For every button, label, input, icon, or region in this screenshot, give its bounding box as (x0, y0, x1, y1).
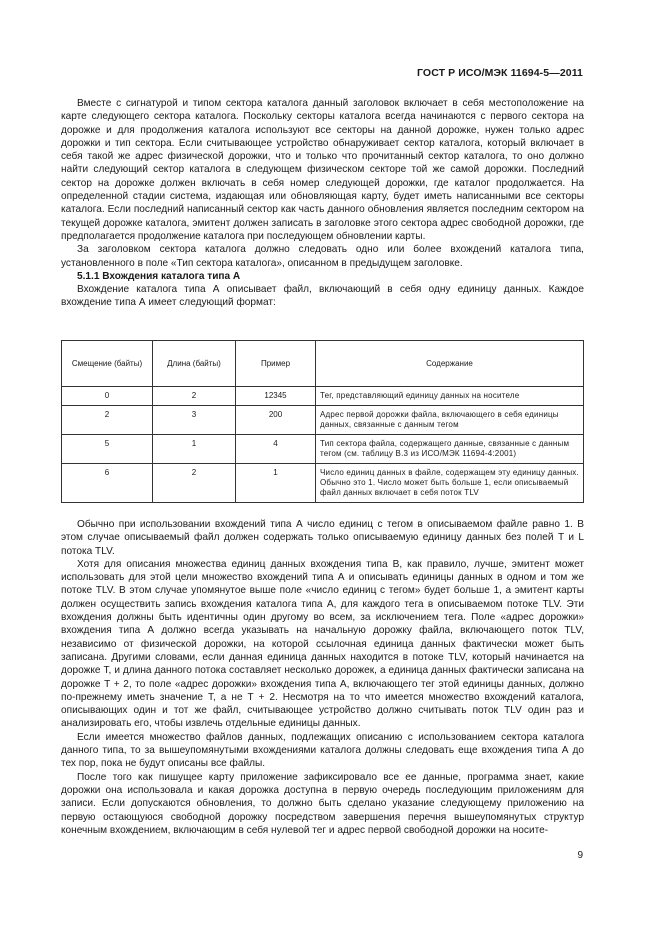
cell-example: 4 (236, 435, 316, 464)
cell-offset: 0 (62, 387, 153, 406)
table-row (62, 464, 584, 503)
page-number: 9 (577, 850, 583, 861)
format-table (61, 340, 584, 503)
cell-offset: 5 (62, 435, 153, 464)
header-content: Содержание (316, 341, 584, 387)
paragraph: Если имеется множество файлов данных, подлежащих описанию с использованием сектора каталога данного типа, то за вышеупомянутыми вхождениями каталога должны следовать еще вхождения типа А до тех пор, пока не будут описаны все файлы. (61, 731, 584, 770)
cell-example: 200 (236, 406, 316, 435)
section-heading: 5.1.1 Вхождения каталога типа А (77, 270, 241, 282)
header-offset: Смещение (байты) (62, 341, 153, 387)
cell-content: Число единиц данных в файле, содержащем эту единицу данных. Обычно это 1. Число может быть больше 1, если описываемый файл данных включает в себя поток TLV (316, 464, 584, 503)
closing-section (61, 518, 584, 837)
paragraph: За заголовком сектора каталога должно следовать одно или более вхождений каталога типа, установленного в поле «Тип сектора каталога», описанном в предыдущем заголовке. (61, 244, 584, 269)
paragraph: Обычно при использовании вхождений типа А число единиц с тегом в описываемом файле равно 1. В этом случае описываемый файл должен содержать только описываемую единицу данных без полей T и L потока TLV. (61, 519, 584, 557)
cell-content: Тег, представляющий единицу данных на носителе (316, 387, 584, 406)
paragraph: Вместе с сигнатурой и типом сектора каталога данный заголовок включает в себя местоположение на карте следующего сектора каталога. Поскольку секторы каталога всегда начинаются с первого сектора на дорожке и для продолжения каталога используют все секторы на данной дорожке, нужен только адрес дорожки и тип сектора. Если считывающее устройство обнаруживает сектор каталога, который включает в себя такой же адрес физической дорожки, что и только что прочитанный сектор каталога, то оно должно найти следующий сектор каталога в следующем физическом секторе той же самой дорожки. Последний сектор на дорожке должен включать в себя номер следующей дорожки, где каталог продолжается. На определенной стадии система, издающая или обновляющая карту, будет иметь написанными все секторы каталога. Если последний написанный сектор как часть данного обновления является последним сектором на текущей дорожке каталога, эмитент должен записать в заголовке этого сектора адрес свободной дорожки, где предполагается продолжение каталога при последующем обновлении карты. (61, 98, 584, 242)
document-header: ГОСТ Р ИСО/МЭК 11694-5—2011 (417, 67, 583, 79)
paragraph: Вхождение каталога типа А описывает файл, включающий в себя одну единицу данных. Каждое вхождение типа А имеет следующий формат: (61, 284, 584, 309)
intro-section (61, 97, 584, 310)
cell-content: Адрес первой дорожки файла, включающего в себя единицы данных, связанные с данным тегом (316, 406, 584, 435)
table-row (62, 406, 584, 435)
cell-offset: 2 (62, 406, 153, 435)
table-row (62, 435, 584, 464)
paragraph: После того как пишущее карту приложение зафиксировало все ее данные, программа знает, какие дорожки она использовала и какая дорожка доступна в первую очередь последующим приложениям для записи. Если допускаются обновления, то должно быть сделано указание следующему приложению на первую остающуюся свободной дорожку посредством завершения перечня вышеупомянутых структур конечным вхождением, включающим в себя нулевой тег и адрес первой свободной дорожки на носите- (61, 771, 584, 836)
header-length: Длина (байты) (153, 341, 236, 387)
table-header-row (62, 341, 584, 387)
cell-length: 3 (153, 406, 236, 435)
paragraph: Хотя для описания множества единиц данных вхождения типа В, как правило, лучше, эмитент может использовать для этой цели множество вхождений типа А и описывать единицы данных в одном и том же потоке TLV. В этом случае упомянутое выше поле «число единиц с тегом» будет больше 1, а эмитент карты должен осуществить запись вхождения каталога типа А, для каждого тега в описываемом потоке TLV. Эти вхождения должны быть идентичны один другому во всем, за исключением тега. Поле «адрес дорожки» вхождения типа А должно всегда указывать на начальную дорожку файла, включающего поток TLV, независимо от физической дорожки, на которой ссылочная единица данных фактически может быть записана. Другими словами, если данная единица данных находится в потоке TLV, который начинается на дорожке T, и длина данного потока составляет несколько дорожек, а единица данных фактически записана на дорожке T + 2, то поле «адрес дорожки» вхождения типа А, включающего тег этой единицы данных, должно по-прежнему иметь значение T, а не T + 2. Несмотря на то что имеется множество вхождений каталога, описывающих один и тот же файл, считывающее устройство должно считывать поток TLV один раз и анализировать его, чтобы извлечь отдельные единицы данных. (61, 558, 584, 730)
cell-length: 2 (153, 464, 236, 503)
cell-content: Тип сектора файла, содержащего данные, связанные с данным тегом (см. таблицу В.3 из ИСО/МЭК 11694-4:2001) (316, 435, 584, 464)
header-example: Пример (236, 341, 316, 387)
cell-length: 1 (153, 435, 236, 464)
cell-offset: 6 (62, 464, 153, 503)
cell-example: 1 (236, 464, 316, 503)
cell-length: 2 (153, 387, 236, 406)
cell-example: 12345 (236, 387, 316, 406)
table-row (62, 387, 584, 406)
